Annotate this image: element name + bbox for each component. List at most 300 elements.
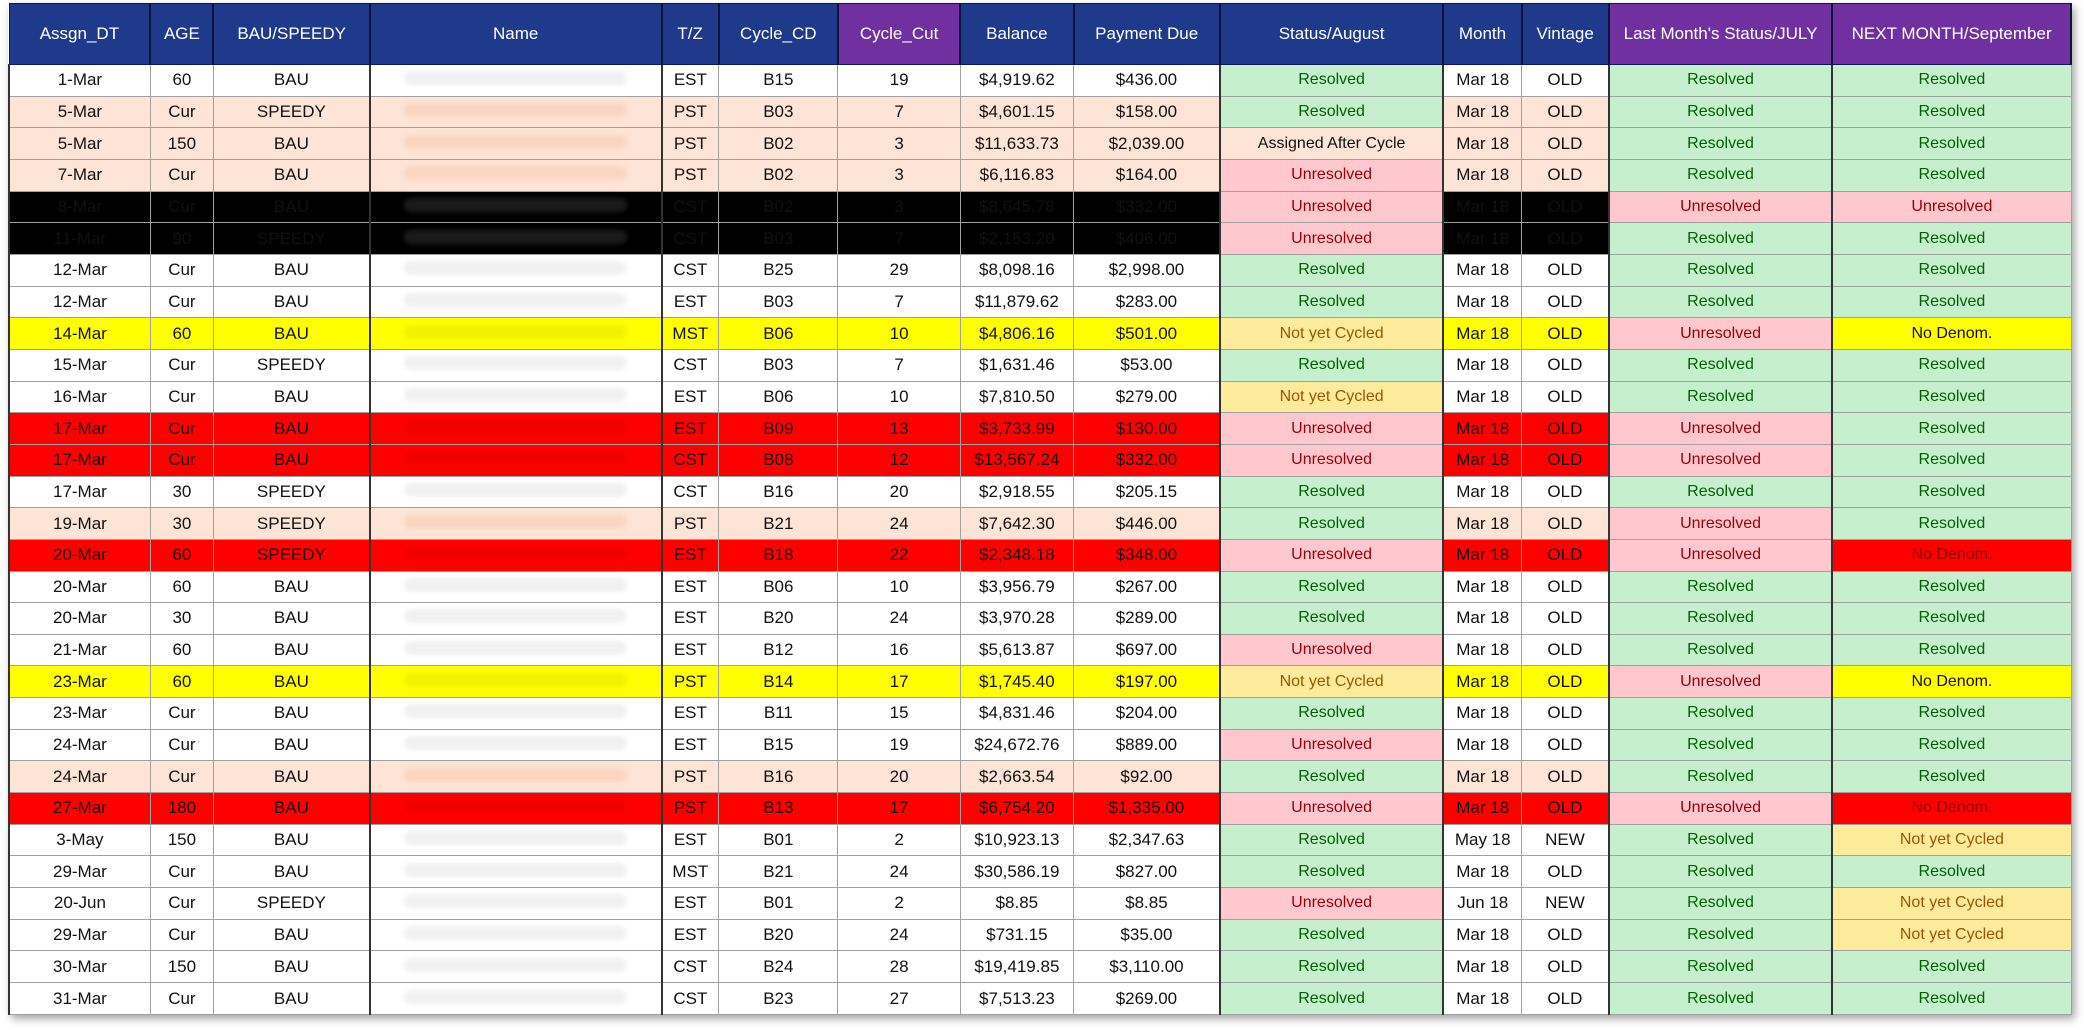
cell-payment-due[interactable]: $92.00: [1074, 761, 1220, 793]
cell-assgn-dt[interactable]: 27-Mar: [9, 793, 150, 825]
cell-next-month-status[interactable]: Resolved: [1832, 508, 2071, 540]
cell-tz[interactable]: CST: [662, 191, 719, 223]
cell-vintage[interactable]: OLD: [1522, 666, 1609, 698]
cell-tz[interactable]: PST: [662, 793, 719, 825]
cell-tz[interactable]: CST: [662, 223, 719, 255]
col-header-vintage[interactable]: Vintage: [1522, 4, 1609, 65]
cell-name[interactable]: [370, 381, 662, 413]
cell-last-month-status[interactable]: Unresolved: [1609, 539, 1833, 571]
cell-cycle-cut[interactable]: 3: [838, 128, 960, 160]
cell-cycle-cut[interactable]: 24: [838, 603, 960, 635]
cell-last-month-status[interactable]: Unresolved: [1609, 318, 1833, 350]
cell-age[interactable]: Cur: [150, 286, 213, 318]
cell-tz[interactable]: EST: [662, 571, 719, 603]
cell-name[interactable]: [370, 698, 662, 730]
cell-status-august[interactable]: Unresolved: [1220, 413, 1444, 445]
cell-next-month-status[interactable]: No Denom.: [1832, 539, 2071, 571]
cell-cycle-cd[interactable]: B23: [719, 983, 838, 1015]
cell-cycle-cd[interactable]: B16: [719, 476, 838, 508]
table-row[interactable]: [9, 96, 2071, 128]
cell-age[interactable]: Cur: [150, 761, 213, 793]
cell-bau-speedy[interactable]: BAU: [213, 729, 369, 761]
table-row[interactable]: [9, 286, 2071, 318]
cell-payment-due[interactable]: $332.00: [1074, 444, 1220, 476]
cell-tz[interactable]: EST: [662, 824, 719, 856]
cell-last-month-status[interactable]: Resolved: [1609, 761, 1833, 793]
cell-month[interactable]: Mar 18: [1443, 729, 1521, 761]
cell-cycle-cut[interactable]: 7: [838, 96, 960, 128]
cell-status-august[interactable]: Resolved: [1220, 824, 1444, 856]
cell-bau-speedy[interactable]: BAU: [213, 824, 369, 856]
cell-next-month-status[interactable]: Resolved: [1832, 856, 2071, 888]
cell-month[interactable]: Mar 18: [1443, 634, 1521, 666]
cell-age[interactable]: 60: [150, 571, 213, 603]
cell-tz[interactable]: EST: [662, 603, 719, 635]
cell-tz[interactable]: CST: [662, 254, 719, 286]
cell-assgn-dt[interactable]: 17-Mar: [9, 413, 150, 445]
cell-last-month-status[interactable]: Resolved: [1609, 603, 1833, 635]
cell-name[interactable]: [370, 666, 662, 698]
cell-tz[interactable]: PST: [662, 128, 719, 160]
cell-bau-speedy[interactable]: BAU: [213, 761, 369, 793]
cell-status-august[interactable]: Unresolved: [1220, 191, 1444, 223]
cell-next-month-status[interactable]: Resolved: [1832, 634, 2071, 666]
cell-cycle-cut[interactable]: 13: [838, 413, 960, 445]
cell-month[interactable]: Mar 18: [1443, 318, 1521, 350]
cell-bau-speedy[interactable]: BAU: [213, 666, 369, 698]
cell-cycle-cut[interactable]: 19: [838, 65, 960, 97]
cell-month[interactable]: Mar 18: [1443, 223, 1521, 255]
cell-age[interactable]: 90: [150, 223, 213, 255]
cell-age[interactable]: Cur: [150, 159, 213, 191]
cell-vintage[interactable]: OLD: [1522, 65, 1609, 97]
cell-bau-speedy[interactable]: BAU: [213, 381, 369, 413]
cell-bau-speedy[interactable]: BAU: [213, 318, 369, 350]
cell-month[interactable]: Mar 18: [1443, 761, 1521, 793]
cell-payment-due[interactable]: $889.00: [1074, 729, 1220, 761]
cell-next-month-status[interactable]: Resolved: [1832, 729, 2071, 761]
cell-name[interactable]: [370, 571, 662, 603]
cell-cycle-cut[interactable]: 3: [838, 191, 960, 223]
cell-name[interactable]: [370, 634, 662, 666]
cell-payment-due[interactable]: $53.00: [1074, 349, 1220, 381]
cell-status-august[interactable]: Not yet Cycled: [1220, 318, 1444, 350]
table-row[interactable]: [9, 413, 2071, 445]
cell-last-month-status[interactable]: Resolved: [1609, 286, 1833, 318]
cell-vintage[interactable]: OLD: [1522, 349, 1609, 381]
cell-assgn-dt[interactable]: 31-Mar: [9, 983, 150, 1015]
cell-payment-due[interactable]: $436.00: [1074, 65, 1220, 97]
table-row[interactable]: [9, 634, 2071, 666]
cell-next-month-status[interactable]: Resolved: [1832, 349, 2071, 381]
cell-next-month-status[interactable]: Not yet Cycled: [1832, 824, 2071, 856]
cell-status-august[interactable]: Resolved: [1220, 951, 1444, 983]
cell-tz[interactable]: PST: [662, 96, 719, 128]
cell-next-month-status[interactable]: Resolved: [1832, 444, 2071, 476]
cell-last-month-status[interactable]: Resolved: [1609, 888, 1833, 920]
cell-payment-due[interactable]: $8.85: [1074, 888, 1220, 920]
cell-last-month-status[interactable]: Resolved: [1609, 919, 1833, 951]
cell-cycle-cd[interactable]: B03: [719, 286, 838, 318]
cell-vintage[interactable]: OLD: [1522, 223, 1609, 255]
cell-tz[interactable]: CST: [662, 476, 719, 508]
cell-assgn-dt[interactable]: 7-Mar: [9, 159, 150, 191]
cell-payment-due[interactable]: $446.00: [1074, 508, 1220, 540]
cell-vintage[interactable]: OLD: [1522, 634, 1609, 666]
cell-balance[interactable]: $2,663.54: [960, 761, 1073, 793]
cell-vintage[interactable]: OLD: [1522, 571, 1609, 603]
cell-cycle-cd[interactable]: B03: [719, 349, 838, 381]
cell-tz[interactable]: PST: [662, 159, 719, 191]
cell-assgn-dt[interactable]: 3-May: [9, 824, 150, 856]
cell-last-month-status[interactable]: Unresolved: [1609, 444, 1833, 476]
cell-cycle-cd[interactable]: B15: [719, 729, 838, 761]
cell-tz[interactable]: EST: [662, 65, 719, 97]
cell-name[interactable]: [370, 508, 662, 540]
table-row[interactable]: [9, 349, 2071, 381]
cell-last-month-status[interactable]: Resolved: [1609, 571, 1833, 603]
cell-status-august[interactable]: Resolved: [1220, 919, 1444, 951]
col-header-cycle-cd[interactable]: Cycle_CD: [719, 4, 838, 65]
cell-balance[interactable]: $1,745.40: [960, 666, 1073, 698]
cell-name[interactable]: [370, 128, 662, 160]
cell-assgn-dt[interactable]: 16-Mar: [9, 381, 150, 413]
cell-assgn-dt[interactable]: 15-Mar: [9, 349, 150, 381]
cell-assgn-dt[interactable]: 20-Mar: [9, 571, 150, 603]
cell-next-month-status[interactable]: Resolved: [1832, 223, 2071, 255]
cell-vintage[interactable]: OLD: [1522, 983, 1609, 1015]
cell-cycle-cut[interactable]: 3: [838, 159, 960, 191]
cell-assgn-dt[interactable]: 12-Mar: [9, 286, 150, 318]
cell-next-month-status[interactable]: Resolved: [1832, 413, 2071, 445]
cell-vintage[interactable]: OLD: [1522, 856, 1609, 888]
cell-month[interactable]: May 18: [1443, 824, 1521, 856]
cell-balance[interactable]: $7,642.30: [960, 508, 1073, 540]
cell-vintage[interactable]: OLD: [1522, 919, 1609, 951]
cell-name[interactable]: [370, 919, 662, 951]
cell-cycle-cd[interactable]: B03: [719, 223, 838, 255]
cell-next-month-status[interactable]: Resolved: [1832, 476, 2071, 508]
cell-assgn-dt[interactable]: 12-Mar: [9, 254, 150, 286]
col-header-last-month-status[interactable]: Last Month's Status/JULY: [1609, 4, 1833, 65]
cell-tz[interactable]: EST: [662, 919, 719, 951]
cell-cycle-cut[interactable]: 24: [838, 919, 960, 951]
cell-name[interactable]: [370, 824, 662, 856]
cell-cycle-cut[interactable]: 17: [838, 666, 960, 698]
cell-cycle-cd[interactable]: B24: [719, 951, 838, 983]
col-header-status-august[interactable]: Status/August: [1220, 4, 1444, 65]
cell-age[interactable]: 60: [150, 634, 213, 666]
cell-payment-due[interactable]: $269.00: [1074, 983, 1220, 1015]
cell-bau-speedy[interactable]: BAU: [213, 159, 369, 191]
cell-month[interactable]: Mar 18: [1443, 983, 1521, 1015]
cell-assgn-dt[interactable]: 1-Mar: [9, 65, 150, 97]
cell-tz[interactable]: MST: [662, 856, 719, 888]
table-row[interactable]: [9, 919, 2071, 951]
cell-cycle-cd[interactable]: B06: [719, 318, 838, 350]
cell-payment-due[interactable]: $2,039.00: [1074, 128, 1220, 160]
col-header-next-month[interactable]: NEXT MONTH/September: [1832, 4, 2071, 65]
cell-status-august[interactable]: Not yet Cycled: [1220, 381, 1444, 413]
cell-status-august[interactable]: Resolved: [1220, 983, 1444, 1015]
cell-month[interactable]: Mar 18: [1443, 476, 1521, 508]
cell-cycle-cd[interactable]: B20: [719, 919, 838, 951]
cell-cycle-cd[interactable]: B09: [719, 413, 838, 445]
cell-payment-due[interactable]: $35.00: [1074, 919, 1220, 951]
table-row[interactable]: [9, 539, 2071, 571]
cell-tz[interactable]: EST: [662, 698, 719, 730]
cell-status-august[interactable]: Resolved: [1220, 65, 1444, 97]
cell-cycle-cd[interactable]: B03: [719, 96, 838, 128]
cell-cycle-cd[interactable]: B16: [719, 761, 838, 793]
cell-age[interactable]: 150: [150, 128, 213, 160]
cell-age[interactable]: Cur: [150, 413, 213, 445]
cell-assgn-dt[interactable]: 19-Mar: [9, 508, 150, 540]
cell-last-month-status[interactable]: Resolved: [1609, 349, 1833, 381]
cell-bau-speedy[interactable]: BAU: [213, 413, 369, 445]
cell-name[interactable]: [370, 349, 662, 381]
cell-payment-due[interactable]: $2,998.00: [1074, 254, 1220, 286]
cell-vintage[interactable]: OLD: [1522, 96, 1609, 128]
cell-cycle-cd[interactable]: B02: [719, 191, 838, 223]
cell-tz[interactable]: EST: [662, 634, 719, 666]
cell-cycle-cd[interactable]: B01: [719, 824, 838, 856]
cell-age[interactable]: Cur: [150, 191, 213, 223]
col-header-age[interactable]: AGE: [150, 4, 213, 65]
cell-status-august[interactable]: Resolved: [1220, 698, 1444, 730]
cell-cycle-cd[interactable]: B25: [719, 254, 838, 286]
cell-status-august[interactable]: Resolved: [1220, 254, 1444, 286]
cell-payment-due[interactable]: $348.00: [1074, 539, 1220, 571]
cell-name[interactable]: [370, 413, 662, 445]
cell-last-month-status[interactable]: Resolved: [1609, 983, 1833, 1015]
cell-balance[interactable]: $10,923.13: [960, 824, 1073, 856]
cell-bau-speedy[interactable]: BAU: [213, 603, 369, 635]
cell-age[interactable]: 60: [150, 65, 213, 97]
cell-status-august[interactable]: Resolved: [1220, 603, 1444, 635]
cell-balance[interactable]: $8.85: [960, 888, 1073, 920]
cell-age[interactable]: Cur: [150, 698, 213, 730]
cell-next-month-status[interactable]: Resolved: [1832, 571, 2071, 603]
cell-vintage[interactable]: NEW: [1522, 888, 1609, 920]
cell-assgn-dt[interactable]: 21-Mar: [9, 634, 150, 666]
cell-last-month-status[interactable]: Unresolved: [1609, 413, 1833, 445]
cell-status-august[interactable]: Resolved: [1220, 856, 1444, 888]
cell-bau-speedy[interactable]: BAU: [213, 571, 369, 603]
cell-age[interactable]: Cur: [150, 856, 213, 888]
cell-next-month-status[interactable]: Resolved: [1832, 96, 2071, 128]
cell-last-month-status[interactable]: Unresolved: [1609, 666, 1833, 698]
cell-last-month-status[interactable]: Resolved: [1609, 634, 1833, 666]
cell-month[interactable]: Mar 18: [1443, 919, 1521, 951]
cell-last-month-status[interactable]: Resolved: [1609, 159, 1833, 191]
cell-assgn-dt[interactable]: 29-Mar: [9, 856, 150, 888]
cell-payment-due[interactable]: $289.00: [1074, 603, 1220, 635]
cell-month[interactable]: Mar 18: [1443, 793, 1521, 825]
cell-month[interactable]: Jun 18: [1443, 888, 1521, 920]
cell-tz[interactable]: EST: [662, 888, 719, 920]
cell-cycle-cut[interactable]: 12: [838, 444, 960, 476]
cell-name[interactable]: [370, 888, 662, 920]
table-row[interactable]: [9, 159, 2071, 191]
cell-cycle-cd[interactable]: B20: [719, 603, 838, 635]
cell-name[interactable]: [370, 539, 662, 571]
cell-balance[interactable]: $7,810.50: [960, 381, 1073, 413]
cell-age[interactable]: Cur: [150, 888, 213, 920]
table-row[interactable]: [9, 856, 2071, 888]
cell-last-month-status[interactable]: Resolved: [1609, 128, 1833, 160]
cell-cycle-cut[interactable]: 29: [838, 254, 960, 286]
cell-cycle-cut[interactable]: 24: [838, 856, 960, 888]
cell-balance[interactable]: $8,645.78: [960, 191, 1073, 223]
cell-payment-due[interactable]: $204.00: [1074, 698, 1220, 730]
cell-cycle-cd[interactable]: B15: [719, 65, 838, 97]
cell-tz[interactable]: CST: [662, 444, 719, 476]
cell-cycle-cut[interactable]: 22: [838, 539, 960, 571]
cell-bau-speedy[interactable]: SPEEDY: [213, 539, 369, 571]
cell-balance[interactable]: $4,806.16: [960, 318, 1073, 350]
cell-next-month-status[interactable]: Resolved: [1832, 603, 2071, 635]
cell-age[interactable]: 60: [150, 539, 213, 571]
cell-bau-speedy[interactable]: BAU: [213, 65, 369, 97]
cell-bau-speedy[interactable]: BAU: [213, 191, 369, 223]
cell-next-month-status[interactable]: Resolved: [1832, 951, 2071, 983]
cell-tz[interactable]: MST: [662, 318, 719, 350]
cell-cycle-cd[interactable]: B06: [719, 571, 838, 603]
cell-status-august[interactable]: Unresolved: [1220, 729, 1444, 761]
cell-vintage[interactable]: OLD: [1522, 793, 1609, 825]
cell-bau-speedy[interactable]: SPEEDY: [213, 223, 369, 255]
cell-name[interactable]: [370, 96, 662, 128]
cell-name[interactable]: [370, 951, 662, 983]
cell-name[interactable]: [370, 729, 662, 761]
cell-bau-speedy[interactable]: BAU: [213, 919, 369, 951]
cell-last-month-status[interactable]: Resolved: [1609, 96, 1833, 128]
cell-last-month-status[interactable]: Resolved: [1609, 698, 1833, 730]
cell-name[interactable]: [370, 159, 662, 191]
cell-balance[interactable]: $5,613.87: [960, 634, 1073, 666]
cell-balance[interactable]: $4,601.15: [960, 96, 1073, 128]
cell-age[interactable]: Cur: [150, 983, 213, 1015]
cell-age[interactable]: 60: [150, 318, 213, 350]
cell-name[interactable]: [370, 444, 662, 476]
cell-last-month-status[interactable]: Resolved: [1609, 476, 1833, 508]
cell-name[interactable]: [370, 223, 662, 255]
cell-balance[interactable]: $7,513.23: [960, 983, 1073, 1015]
cell-assgn-dt[interactable]: 24-Mar: [9, 729, 150, 761]
cell-payment-due[interactable]: $3,110.00: [1074, 951, 1220, 983]
cell-vintage[interactable]: OLD: [1522, 698, 1609, 730]
cell-status-august[interactable]: Unresolved: [1220, 888, 1444, 920]
cell-tz[interactable]: EST: [662, 381, 719, 413]
cell-payment-due[interactable]: $332.00: [1074, 191, 1220, 223]
cell-last-month-status[interactable]: Unresolved: [1609, 191, 1833, 223]
cell-cycle-cd[interactable]: B01: [719, 888, 838, 920]
cell-cycle-cut[interactable]: 20: [838, 761, 960, 793]
cell-month[interactable]: Mar 18: [1443, 571, 1521, 603]
cell-vintage[interactable]: OLD: [1522, 508, 1609, 540]
cell-cycle-cd[interactable]: B21: [719, 856, 838, 888]
cell-status-august[interactable]: Unresolved: [1220, 793, 1444, 825]
cell-last-month-status[interactable]: Resolved: [1609, 254, 1833, 286]
cell-month[interactable]: Mar 18: [1443, 349, 1521, 381]
cell-month[interactable]: Mar 18: [1443, 128, 1521, 160]
cell-vintage[interactable]: OLD: [1522, 159, 1609, 191]
cell-vintage[interactable]: OLD: [1522, 539, 1609, 571]
cell-month[interactable]: Mar 18: [1443, 951, 1521, 983]
cell-vintage[interactable]: OLD: [1522, 318, 1609, 350]
cell-bau-speedy[interactable]: BAU: [213, 698, 369, 730]
cell-cycle-cut[interactable]: 17: [838, 793, 960, 825]
cell-vintage[interactable]: OLD: [1522, 381, 1609, 413]
cell-next-month-status[interactable]: Resolved: [1832, 286, 2071, 318]
cell-payment-due[interactable]: $197.00: [1074, 666, 1220, 698]
cell-name[interactable]: [370, 254, 662, 286]
cell-next-month-status[interactable]: Resolved: [1832, 65, 2071, 97]
cell-age[interactable]: Cur: [150, 919, 213, 951]
cell-vintage[interactable]: OLD: [1522, 286, 1609, 318]
cell-bau-speedy[interactable]: SPEEDY: [213, 888, 369, 920]
table-row[interactable]: [9, 983, 2071, 1015]
cell-balance[interactable]: $731.15: [960, 919, 1073, 951]
cell-age[interactable]: Cur: [150, 729, 213, 761]
table-row[interactable]: [9, 603, 2071, 635]
cell-tz[interactable]: PST: [662, 508, 719, 540]
table-row[interactable]: [9, 729, 2071, 761]
cell-bau-speedy[interactable]: SPEEDY: [213, 476, 369, 508]
cell-last-month-status[interactable]: Resolved: [1609, 65, 1833, 97]
table-row[interactable]: [9, 444, 2071, 476]
table-row[interactable]: [9, 223, 2071, 255]
cell-month[interactable]: Mar 18: [1443, 698, 1521, 730]
cell-age[interactable]: 150: [150, 824, 213, 856]
col-header-balance[interactable]: Balance: [960, 4, 1073, 65]
cell-status-august[interactable]: Unresolved: [1220, 444, 1444, 476]
table-row[interactable]: [9, 381, 2071, 413]
cell-status-august[interactable]: Unresolved: [1220, 634, 1444, 666]
cell-status-august[interactable]: Not yet Cycled: [1220, 666, 1444, 698]
cell-bau-speedy[interactable]: BAU: [213, 254, 369, 286]
cell-assgn-dt[interactable]: 20-Mar: [9, 603, 150, 635]
table-row[interactable]: [9, 666, 2071, 698]
table-row[interactable]: [9, 951, 2071, 983]
cell-cycle-cd[interactable]: B14: [719, 666, 838, 698]
cell-status-august[interactable]: Resolved: [1220, 286, 1444, 318]
cell-payment-due[interactable]: $205.15: [1074, 476, 1220, 508]
cell-cycle-cut[interactable]: 7: [838, 223, 960, 255]
cell-next-month-status[interactable]: Resolved: [1832, 159, 2071, 191]
cell-next-month-status[interactable]: Not yet Cycled: [1832, 888, 2071, 920]
cell-age[interactable]: Cur: [150, 96, 213, 128]
cell-month[interactable]: Mar 18: [1443, 96, 1521, 128]
cell-cycle-cut[interactable]: 2: [838, 888, 960, 920]
cell-cycle-cd[interactable]: B02: [719, 128, 838, 160]
cell-name[interactable]: [370, 318, 662, 350]
cell-assgn-dt[interactable]: 5-Mar: [9, 128, 150, 160]
table-row[interactable]: [9, 191, 2071, 223]
cell-name[interactable]: [370, 286, 662, 318]
col-header-month[interactable]: Month: [1443, 4, 1521, 65]
cell-cycle-cut[interactable]: 7: [838, 349, 960, 381]
cell-cycle-cd[interactable]: B13: [719, 793, 838, 825]
cell-next-month-status[interactable]: Resolved: [1832, 254, 2071, 286]
cell-tz[interactable]: EST: [662, 286, 719, 318]
cell-vintage[interactable]: OLD: [1522, 413, 1609, 445]
cell-vintage[interactable]: OLD: [1522, 128, 1609, 160]
cell-month[interactable]: Mar 18: [1443, 191, 1521, 223]
cell-next-month-status[interactable]: Resolved: [1832, 761, 2071, 793]
cell-balance[interactable]: $11,633.73: [960, 128, 1073, 160]
